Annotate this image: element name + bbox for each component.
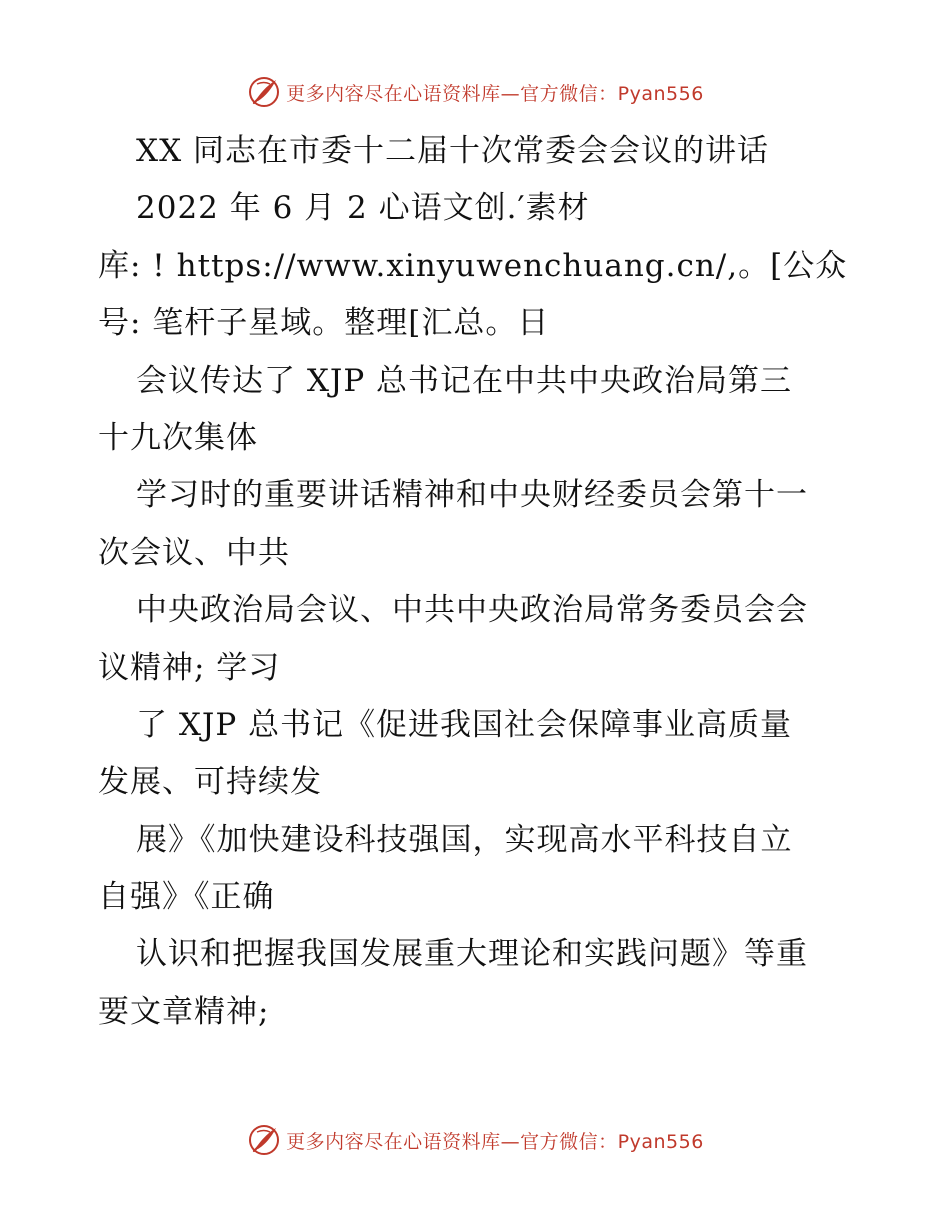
header-watermark [0,70,950,114]
document-body [98,123,858,1041]
paragraph-line: 中央政治局会议、中共中央政治局常务委员会会 [136,592,808,629]
paragraph-line: 议精神; 学习 [98,649,281,686]
paragraph-line: 会议传达了 XJP 总书记在中共中央政治局第三 [136,362,793,399]
paragraph-line: 发展、可持续发 [98,764,322,801]
paragraph-line: 号: 笔杆子星域。整理[汇总。日 [98,305,550,342]
quill-pen-logo-icon [246,1122,282,1158]
paragraph-line: 十九次集体 [98,419,258,456]
document-title: XX 同志在市委十二届十次常委会会议的讲话 [136,133,769,169]
watermark-text: 更多内容尽在心语资料库—官方微信：Pyan556 [286,82,704,105]
footer-watermark [0,1118,950,1162]
paragraph-line: 2022 年 6 月 2 心语文创.′素材 [136,190,590,227]
paragraph-line: 次会议、中共 [98,534,290,571]
watermark-text: 更多内容尽在心语资料库—官方微信：Pyan556 [286,1130,704,1153]
quill-pen-logo-icon [246,74,282,110]
paragraph-line: 了 XJP 总书记《促进我国社会保障事业高质量 [136,706,793,743]
paragraph-line: 要文章精神; [98,993,270,1030]
paragraph-line: 展》《加快建设科技强国，实现高水平科技自立 [136,821,793,858]
paragraph-line: 库: ! https://www.xinyuwenchuang.cn/,。[公众 [98,247,848,284]
paragraph-line: 学习时的重要讲话精神和中央财经委员会第十一 [136,477,808,514]
paragraph-line: 认识和把握我国发展重大理论和实践问题》等重 [136,936,808,973]
paragraph-line: 自强》《正确 [98,879,275,916]
